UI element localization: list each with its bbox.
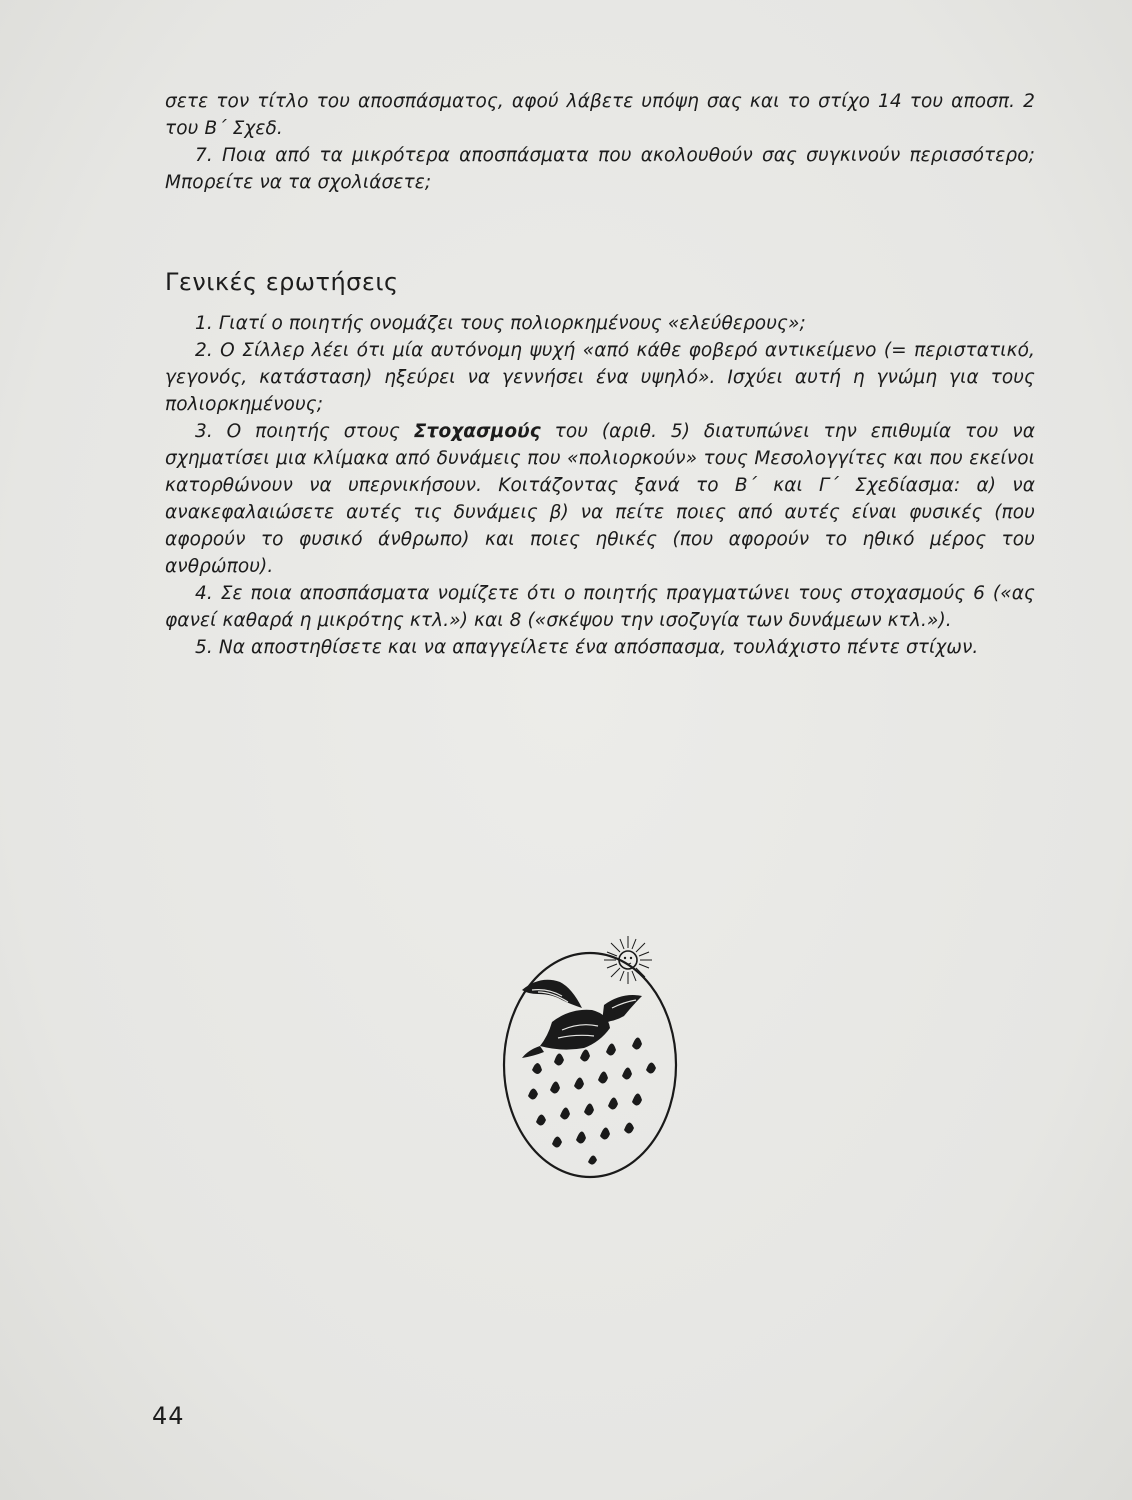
dove-sun-flames-emblem-icon (492, 930, 692, 1180)
question-3 (165, 418, 1035, 580)
question-2: 2. Ο Σίλλερ λέει ότι μία αυτόνομη ψυχή «από κάθε φοβερό αντικείμενο (= περιστατικό, γεγονός, κατάσταση) ηξεύρει να γεννήσει ένα υψηλό». Ισχύει αυτή η γνώμη για τους πολιορκημένους; (165, 340, 1035, 415)
section-heading: Γενικές ερωτήσεις (165, 268, 399, 296)
text-column (165, 88, 1035, 661)
question-3-rest: του (αριθ. 5) διατυπώνει την επιθυμία του να σχηματίσει μια κλίμακα από δυνάμεις που «πολιορκούν» τους Μεσολογγίτες και που εκείνοι κατορθώνουν να υπερνικήσουν. Κοιτάζοντας ξανά το Β΄ και Γ΄ Σχεδίασμα: α) να ανακεφαλαιώσετε αυτές τις δυνάμεις β) να πείτε ποιες από αυτές είναι φυσικές (που αφορούν το φυσικό άνθρωπο) και ποιες ηθικές (που αφορούν το ηθικό μέρος του ανθρώπου). (165, 421, 1035, 577)
continuation-paragraph: σετε τον τίτλο του αποσπάσματος, αφού λάβετε υπόψη σας και το στίχο 14 του αποσπ. 2 του Β΄ Σχεδ. (165, 91, 1035, 139)
page-number: 44 (152, 1402, 185, 1430)
question-1: 1. Γιατί ο ποιητής ονομάζει τους πολιορκημένους «ελεύθερους»; (195, 313, 806, 334)
question-7: 7. Ποια από τα μικρότερα αποσπάσματα που ακολουθούν σας συγκινούν περισσότερο; Μπορείτε να τα σχολιάσετε; (165, 145, 1035, 193)
question-5: 5. Να αποστηθίσετε και να απαγγείλετε ένα απόσπασμα, τουλάχιστο πέντε στίχων. (195, 637, 979, 658)
question-4: 4. Σε ποια αποσπάσματα νομίζετε ότι ο ποιητής πραγματώνει τους στοχασμούς 6 («ας φανεί καθαρά η μικρότης κτλ.») και 8 («σκέψου την ισοζυγία των δυνάμεων κτλ.»). (165, 583, 1035, 631)
question-3-lead: 3. Ο ποιητής στους (195, 421, 414, 442)
question-3-term: Στοχασμούς (413, 421, 541, 442)
